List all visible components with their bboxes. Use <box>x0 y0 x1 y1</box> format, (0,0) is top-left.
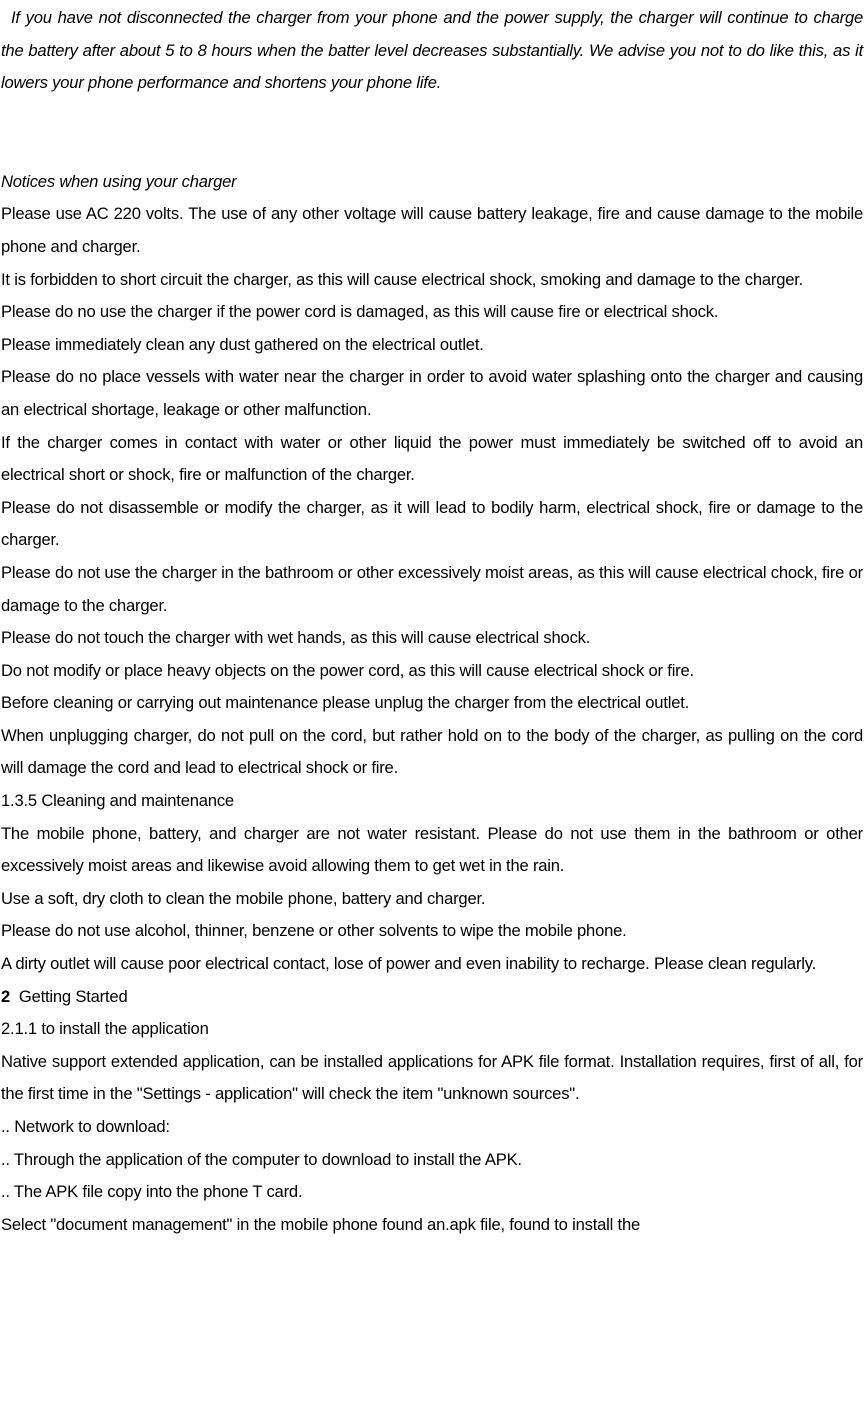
install-item: .. Network to download: <box>1 1117 170 1136</box>
section-number: 2 <box>1 986 11 1006</box>
install-item: Native support extended application, can be installed applications for APK file format. Installation requires, first of all, for the first time in the "Settings - application" will check the item "unknown sources". <box>1 1051 863 1104</box>
install-item: .. Through the application of the computer to download to install the APK. <box>1 1149 522 1169</box>
notice-item: Do not modify or place heavy objects on the power cord, as this will cause electrical shock or fire. <box>1 660 694 680</box>
notice-item: Please do not disassemble or modify the charger, as it will lead to bodily harm, electrical shock, fire or damage to the charger. <box>1 497 863 550</box>
cleaning-heading: 1.3.5 Cleaning and maintenance <box>1 791 234 811</box>
notice-item: Please do not touch the charger with wet hands, as this will cause electrical shock. <box>1 628 591 648</box>
notice-item: Please do not use the charger in the bathroom or other excessively moist areas, as this will cause electrical chock, fire or damage to the charger. <box>1 562 863 615</box>
section-title: Getting Started <box>18 986 128 1006</box>
spacer <box>1 100 863 164</box>
notice-item: When unplugging charger, do not pull on the cord, but rather hold on to the body of the charger, as pulling on the cord will damage the cord and lead to electrical shock or fire. <box>1 725 863 778</box>
notice-item: Please immediately clean any dust gathered on the electrical outlet. <box>1 334 484 354</box>
install-heading: 2.1.1 to install the application <box>1 1019 209 1039</box>
cleaning-item: Please do not use alcohol, thinner, benzene or other solvents to wipe the mobile phone. <box>1 921 627 941</box>
notice-item: If the charger comes in contact with water or other liquid the power must immediately be switched off to avoid an electrical short or shock, fire or malfunction of the charger. <box>1 432 863 485</box>
install-item: Select "document management" in the mobile phone found an.apk file, found to install the <box>1 1214 640 1234</box>
intro-paragraph: If you have not disconnected the charger from your phone and the power supply, the charger will continue to charge the battery after about 5 to 8 hours when the batter level decreases substantially. We advise you not to do like this, as it lowers your phone performance and shortens your phone life. <box>1 8 863 93</box>
cleaning-item: A dirty outlet will cause poor electrical contact, lose of power and even inability to recharge. Please clean regularly. <box>1 954 817 974</box>
install-item: .. The APK file copy into the phone T card. <box>1 1182 303 1202</box>
notice-item: Please do no place vessels with water near the charger in order to avoid water splashing onto the charger and causing an electrical shortage, leakage or other malfunction. <box>1 367 863 419</box>
cleaning-item: The mobile phone, battery, and charger are not water resistant. Please do not use them in the bathroom or other excessively moist areas and likewise avoid allowing them to get wet in the rain. <box>1 823 863 876</box>
cleaning-item: Use a soft, dry cloth to clean the mobile phone, battery and charger. <box>1 888 486 908</box>
notice-item: Please do no use the charger if the power cord is damaged, as this will cause fire or electrical shock. <box>1 302 719 322</box>
notice-item: Before cleaning or carrying out maintenance please unplug the charger from the electrical outlet. <box>1 693 690 713</box>
notice-item: It is forbidden to short circuit the charger, as this will cause electrical shock, smoking and damage to the charger. <box>1 269 804 289</box>
notices-heading: Notices when using your charger <box>1 171 237 191</box>
section-heading <box>1 981 863 1014</box>
notice-item: Please use AC 220 volts. The use of any other voltage will cause battery leakage, fire and cause damage to the mobile phone and charger. <box>1 204 863 256</box>
